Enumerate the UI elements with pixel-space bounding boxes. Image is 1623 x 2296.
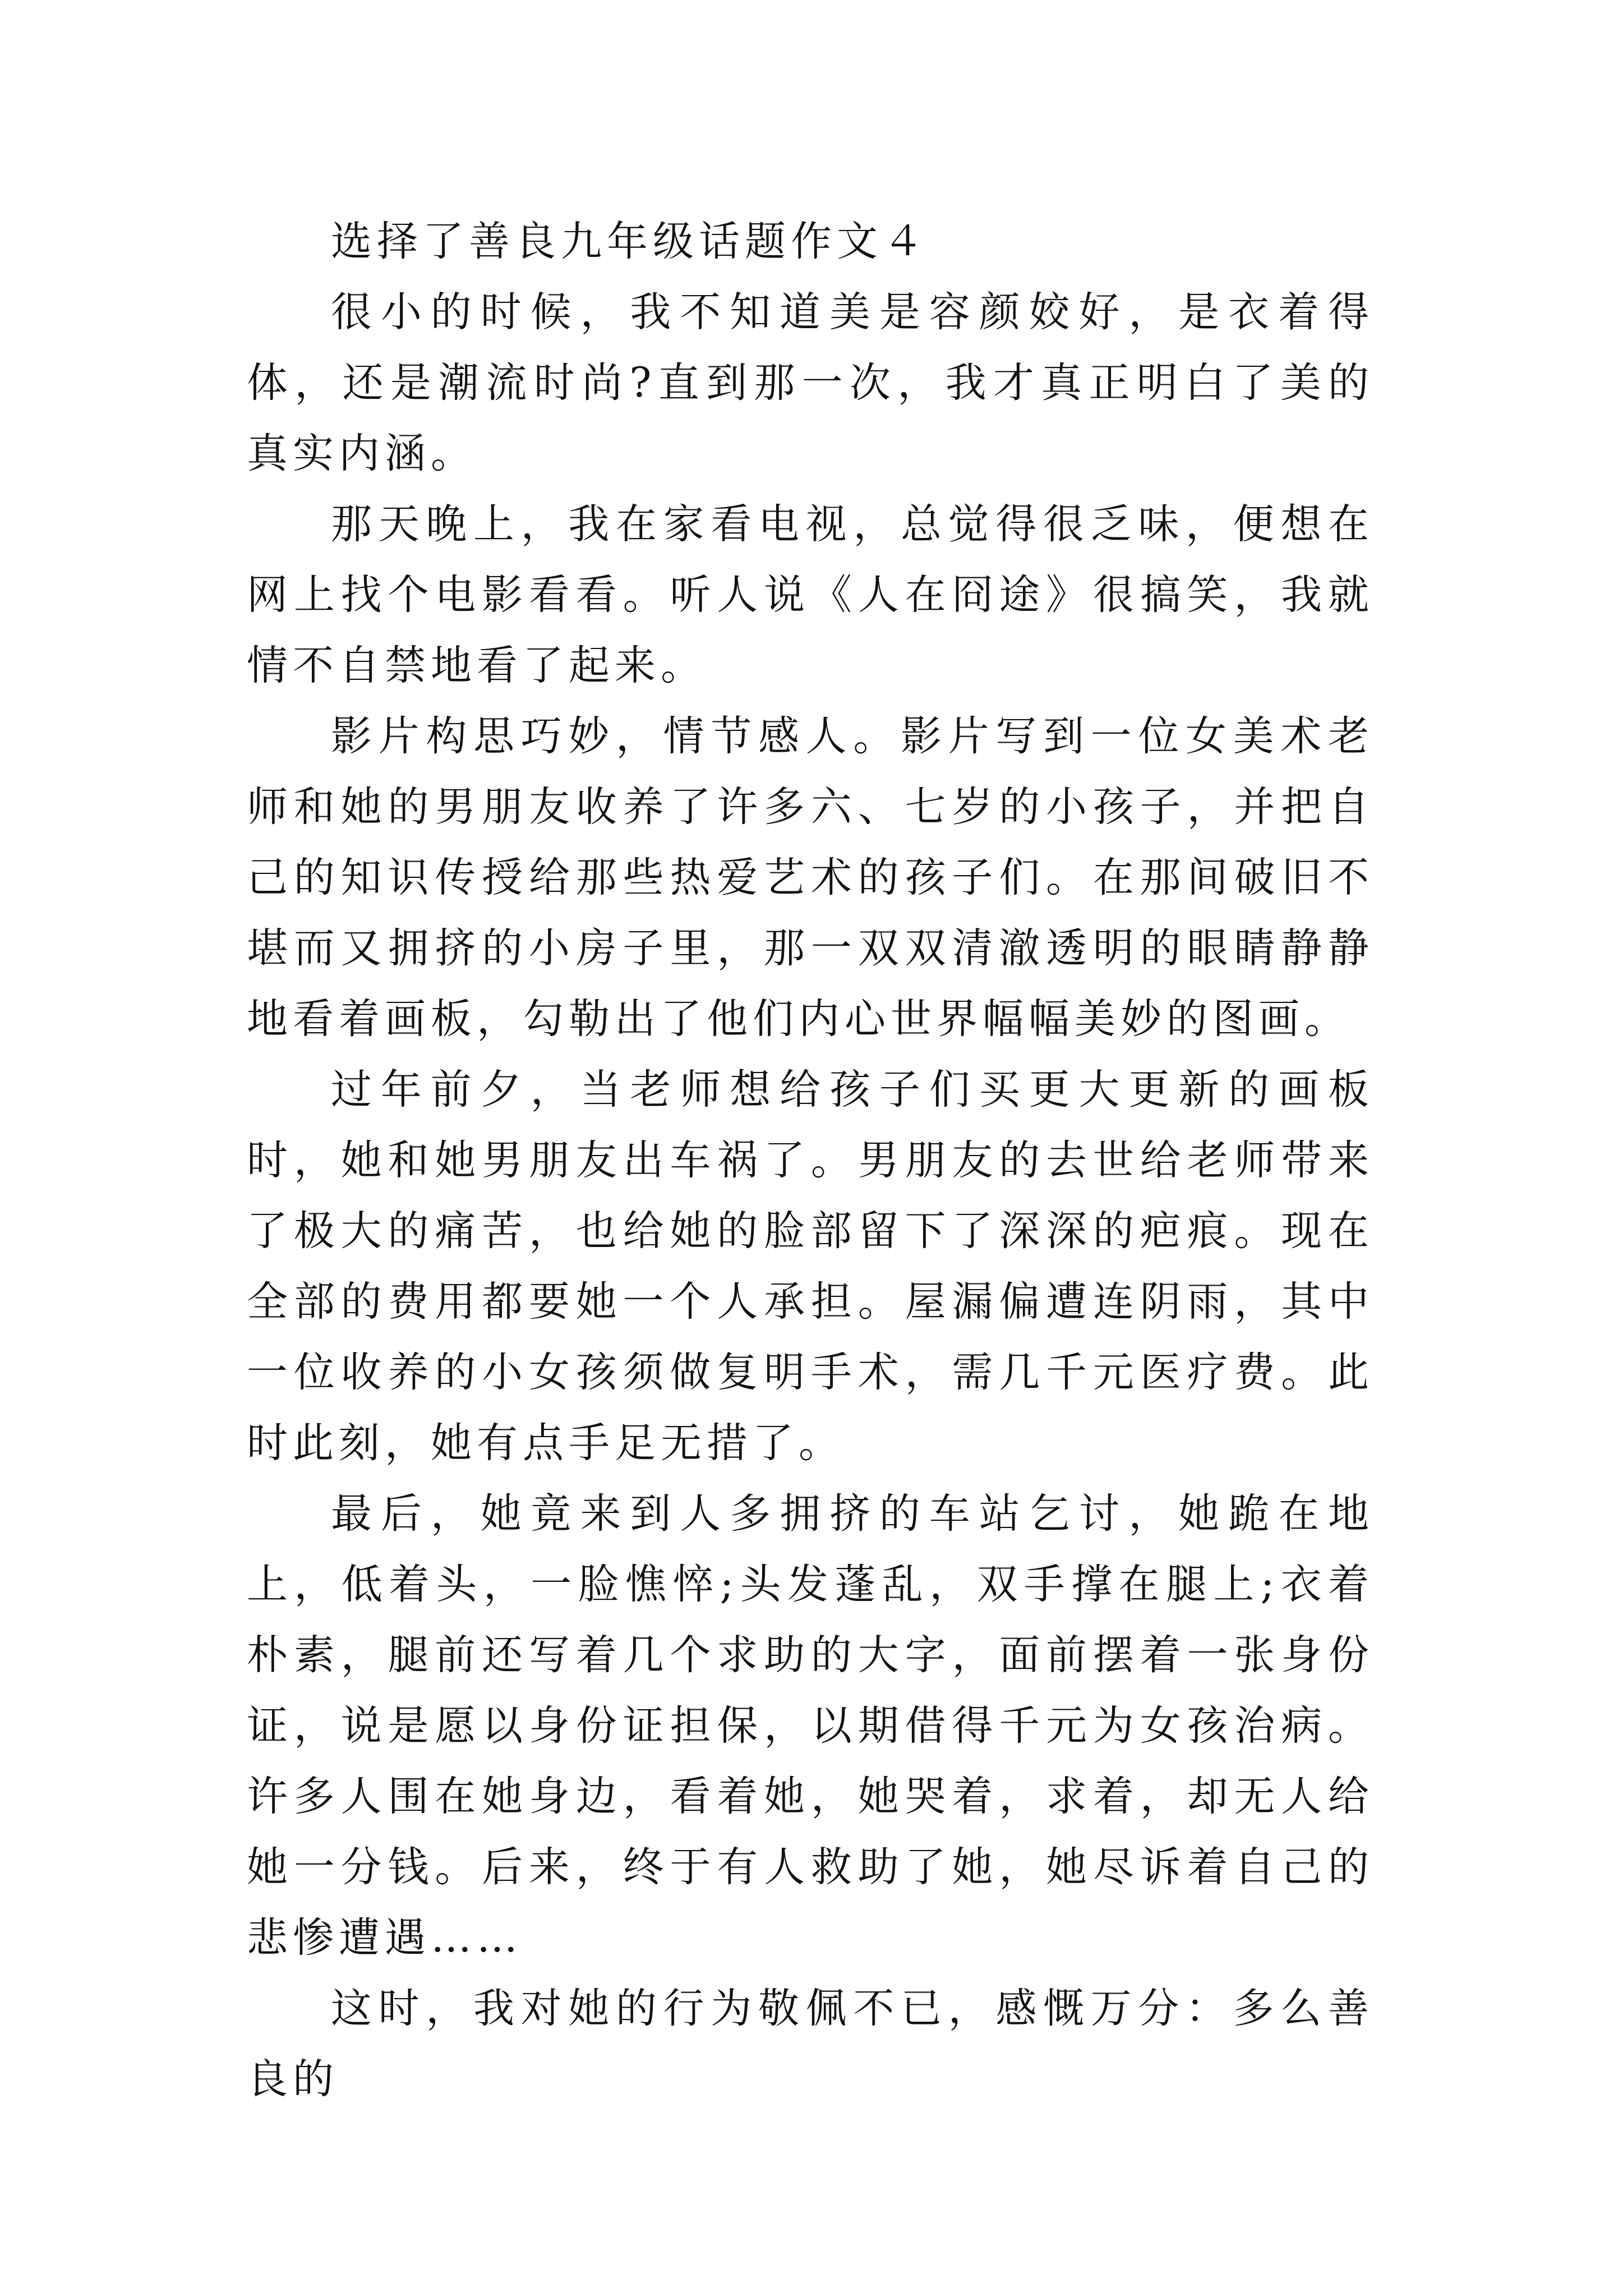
paragraph-6: 这时，我对她的行为敬佩不已，感慨万分：多么善良的	[247, 1985, 1374, 2103]
paragraph-3: 影片构思巧妙，情节感人。影片写到一位女美术老师和她的男朋友收养了许多六、七岁的小孩子，并把自己的知识传授给那些热爱艺术的孩子们。在那间破旧不堪而又拥挤的小房子里，那一双双清澈透明的眼睛静静地看着画板，勾勒出了他们内心世界幅幅美妙的图画。	[247, 712, 1374, 1043]
essay-title: 选择了善良九年级话题作文４	[331, 218, 929, 265]
paragraph-4: 过年前夕，当老师想给孩子们买更大更新的画板时，她和她男朋友出车祸了。男朋友的去世给老师带来了极大的痛苦，也给她的脸部留下了深深的疤痕。现在全部的费用都要她一个人承担。屋漏偏遭连阴雨，其中一位收养的小女孩须做复明手术，需几千元医疗费。此时此刻，她有点手足无措了。	[247, 1066, 1374, 1467]
document-body	[247, 206, 1374, 2115]
paragraph-5: 最后，她竟来到人多拥挤的车站乞讨，她跪在地上，低着头，一脸憔悴;头发蓬乱，双手撑在腿上;衣着朴素，腿前还写着几个求助的大字，面前摆着一张身份证，说是愿以身份证担保，以期借得千元为女孩治病。许多人围在她身边，看着她，她哭着，求着，却无人给她一分钱。后来，终于有人救助了她，她尽诉着自己的悲惨遭遇……	[247, 1490, 1374, 1962]
paragraph-2: 那天晚上，我在家看电视，总觉得很乏味，便想在网上找个电影看看。听人说《人在冏途》很搞笑，我就情不自禁地看了起来。	[247, 500, 1374, 689]
paragraph-1: 很小的时候，我不知道美是容颜姣好，是衣着得体，还是潮流时尚?直到那一次，我才真正明白了美的真实内涵。	[247, 288, 1374, 477]
